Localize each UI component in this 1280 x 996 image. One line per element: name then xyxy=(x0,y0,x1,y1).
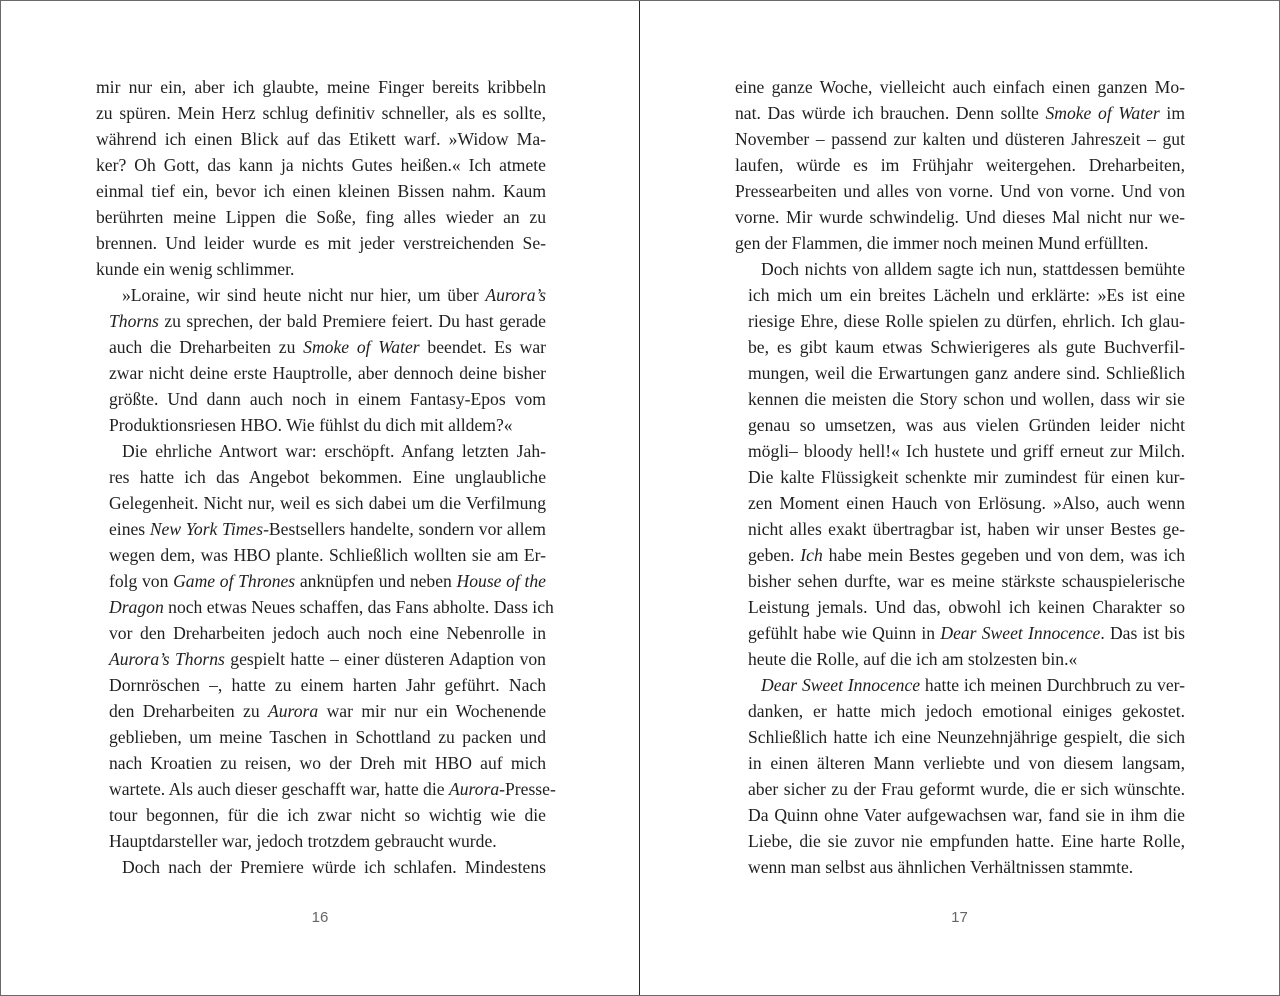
left-page xyxy=(1,1,640,995)
text-line: einmal tief ein, bevor ich einen kleinen Bissen nahm. Kaum xyxy=(96,181,546,201)
text-line: gen der Flammen, die immer noch meinen Mund erfüllten. xyxy=(735,233,1149,253)
text-line: wartete. Als auch dieser geschafft war, hatte die Aurora-Presse- xyxy=(109,779,556,799)
text-line: auch die Dreharbeiten zu Smoke of Water beendet. Es war xyxy=(109,337,546,357)
text-line: nach Kroatien zu reisen, wo der Dreh mit HBO auf mich xyxy=(109,753,546,773)
right-page-text xyxy=(735,74,1185,880)
page-number: 17 xyxy=(951,909,968,926)
text-line: Hauptdarsteller war, jedoch trotzdem gebraucht wurde. xyxy=(109,831,497,851)
text-line: »Loraine, wir sind heute nicht nur hier, um über Aurora’s xyxy=(122,285,546,305)
text-line: ker? Oh Gott, das kann ja nichts Gutes heißen.« Ich atmete xyxy=(96,155,546,175)
right-page xyxy=(640,1,1279,995)
text-line: zen Moment einen Hauch von Erlösung. »Also, auch wenn xyxy=(748,493,1185,513)
text-line: größte. Und dann auch noch in einem Fantasy-Epos vom xyxy=(109,389,546,409)
text-line: gefühlt habe wie Quinn in Dear Sweet Innocence. Das ist bis xyxy=(748,623,1185,643)
text-line: riesige Ehre, diese Rolle spielen zu dürfen, ehrlich. Ich glau- xyxy=(748,311,1185,331)
text-line: Dragon noch etwas Neues schaffen, das Fans abholte. Dass ich xyxy=(109,597,554,617)
text-line: mir nur ein, aber ich glaubte, meine Finger bereits kribbeln xyxy=(96,77,546,97)
paragraph xyxy=(96,438,556,854)
text-line: geblieben, um meine Taschen in Schottland zu packen und xyxy=(109,727,546,747)
paragraph xyxy=(96,282,546,438)
text-line: bisher sehen durfte, war es meine stärkste schauspielerische xyxy=(748,571,1185,591)
text-line: Die ehrliche Antwort war: erschöpft. Anfang letzten Jah- xyxy=(122,441,546,461)
text-line: kennen die meisten die Story schon und wollen, dass wir sie xyxy=(748,389,1185,409)
text-line: Die kalte Flüssigkeit schenkte mir zumindest für einen kur- xyxy=(748,467,1185,487)
paragraph xyxy=(735,74,1185,256)
text-line: kunde ein wenig schlimmer. xyxy=(96,259,295,279)
text-line: Da Quinn ohne Vater aufgewachsen war, fand sie in ihm die xyxy=(748,805,1185,825)
text-line: brennen. Und leider wurde es mit jeder verstreichenden Se- xyxy=(96,233,546,253)
paragraph xyxy=(735,256,1185,672)
text-line: Pressearbeiten und alles von vorne. Und von vorne. Und von xyxy=(735,181,1185,201)
text-line: vorne. Mir wurde schwindelig. Und dieses Mal nicht nur we- xyxy=(735,207,1185,227)
text-line: geben. Ich habe mein Bestes gegeben und von dem, was ich xyxy=(748,545,1185,565)
paragraph xyxy=(735,672,1185,880)
text-line: Schließlich hatte ich eine Neunzehnjährige gespielt, die sich xyxy=(748,727,1185,747)
text-line: nicht alles exakt übertragbar ist, haben wir unser Bestes ge- xyxy=(748,519,1185,539)
text-line: eines New York Times-Bestsellers handelte, sondern vor allem xyxy=(109,519,546,539)
text-line: Liebe, die sie zuvor nie empfunden hatte. Eine harte Rolle, xyxy=(748,831,1185,851)
text-line: Dornröschen –, hatte zu einem harten Jahr geführt. Nach xyxy=(109,675,546,695)
text-line: November – passend zur kalten und düsteren Jahreszeit – gut xyxy=(735,129,1185,149)
text-line: Gelegenheit. Nicht nur, weil es sich dabei um die Verfilmung xyxy=(109,493,546,513)
text-line: zu spüren. Mein Herz schlug definitiv schneller, als es sollte, xyxy=(96,103,546,123)
paragraph xyxy=(96,74,546,282)
text-line: Leistung jemals. Und das, obwohl ich keinen Charakter so xyxy=(748,597,1185,617)
left-page-text xyxy=(96,74,556,880)
text-line: nat. Das würde ich brauchen. Denn sollte Smoke of Water im xyxy=(735,103,1185,123)
text-line: Doch nach der Premiere würde ich schlafen. Mindestens xyxy=(122,857,546,877)
text-line: ich mich um ein breites Lächeln und erklärte: »Es ist eine xyxy=(748,285,1185,305)
text-line: wegen dem, was HBO plante. Schließlich wollten sie am Er- xyxy=(109,545,546,565)
text-line: tour begonnen, für die ich zwar nicht so wichtig wie die xyxy=(109,805,546,825)
text-line: vor den Dreharbeiten jedoch auch noch eine Nebenrolle in xyxy=(109,623,546,643)
text-line: Doch nichts von alldem sagte ich nun, stattdessen bemühte xyxy=(761,259,1185,279)
text-line: heute die Rolle, auf die ich am stolzesten bin.« xyxy=(748,649,1078,669)
text-line: mungen, weil die Erwartungen ganz andere sind. Schließlich xyxy=(748,363,1185,383)
text-line: zwar nicht deine erste Hauptrolle, aber dennoch deine bisher xyxy=(109,363,546,383)
text-line: Aurora’s Thorns gespielt hatte – einer düsteren Adaption von xyxy=(109,649,546,669)
text-line: Thorns zu sprechen, der bald Premiere feiert. Du hast gerade xyxy=(109,311,546,331)
text-line: wenn man selbst aus ähnlichen Verhältnissen stammte. xyxy=(748,857,1134,877)
text-line: Produktionsriesen HBO. Wie fühlst du dich mit alldem?« xyxy=(109,415,513,435)
text-line: laufen, würde es im Frühjahr weitergehen. Dreharbeiten, xyxy=(735,155,1185,175)
text-line: den Dreharbeiten zu Aurora war mir nur ein Wochenende xyxy=(109,701,547,721)
text-line: res hatte ich das Angebot bekommen. Eine unglaubliche xyxy=(109,467,546,487)
text-line: Dear Sweet Innocence hatte ich meinen Durchbruch zu ver- xyxy=(761,675,1185,695)
text-line: be, es gibt kaum etwas Schwierigeres als gute Buchverfil- xyxy=(748,337,1185,357)
text-line: in einen älteren Mann verliebte und von diesem langsam, xyxy=(748,753,1185,773)
text-line: berührten meine Lippen die Soße, fing alles wieder an zu xyxy=(96,207,546,227)
paragraph xyxy=(96,854,546,880)
text-line: aber sicher zu der Frau geformt wurde, die er sich wünschte. xyxy=(748,779,1185,799)
text-line: während ich einen Blick auf das Etikett warf. »Widow Ma- xyxy=(96,129,546,149)
text-line: genau so umsetzen, was aus vielen Gründen leider nicht xyxy=(748,415,1185,435)
text-line: eine ganze Woche, vielleicht auch einfach einen ganzen Mo- xyxy=(735,77,1185,97)
text-line: danken, er hatte mich jedoch emotional einiges gekostet. xyxy=(748,701,1185,721)
text-line: folg von Game of Thrones anknüpfen und neben House of the xyxy=(109,571,546,591)
text-line: mögli– bloody hell!« Ich hustete und griff erneut zur Milch. xyxy=(748,441,1185,461)
page-number: 16 xyxy=(311,909,329,926)
